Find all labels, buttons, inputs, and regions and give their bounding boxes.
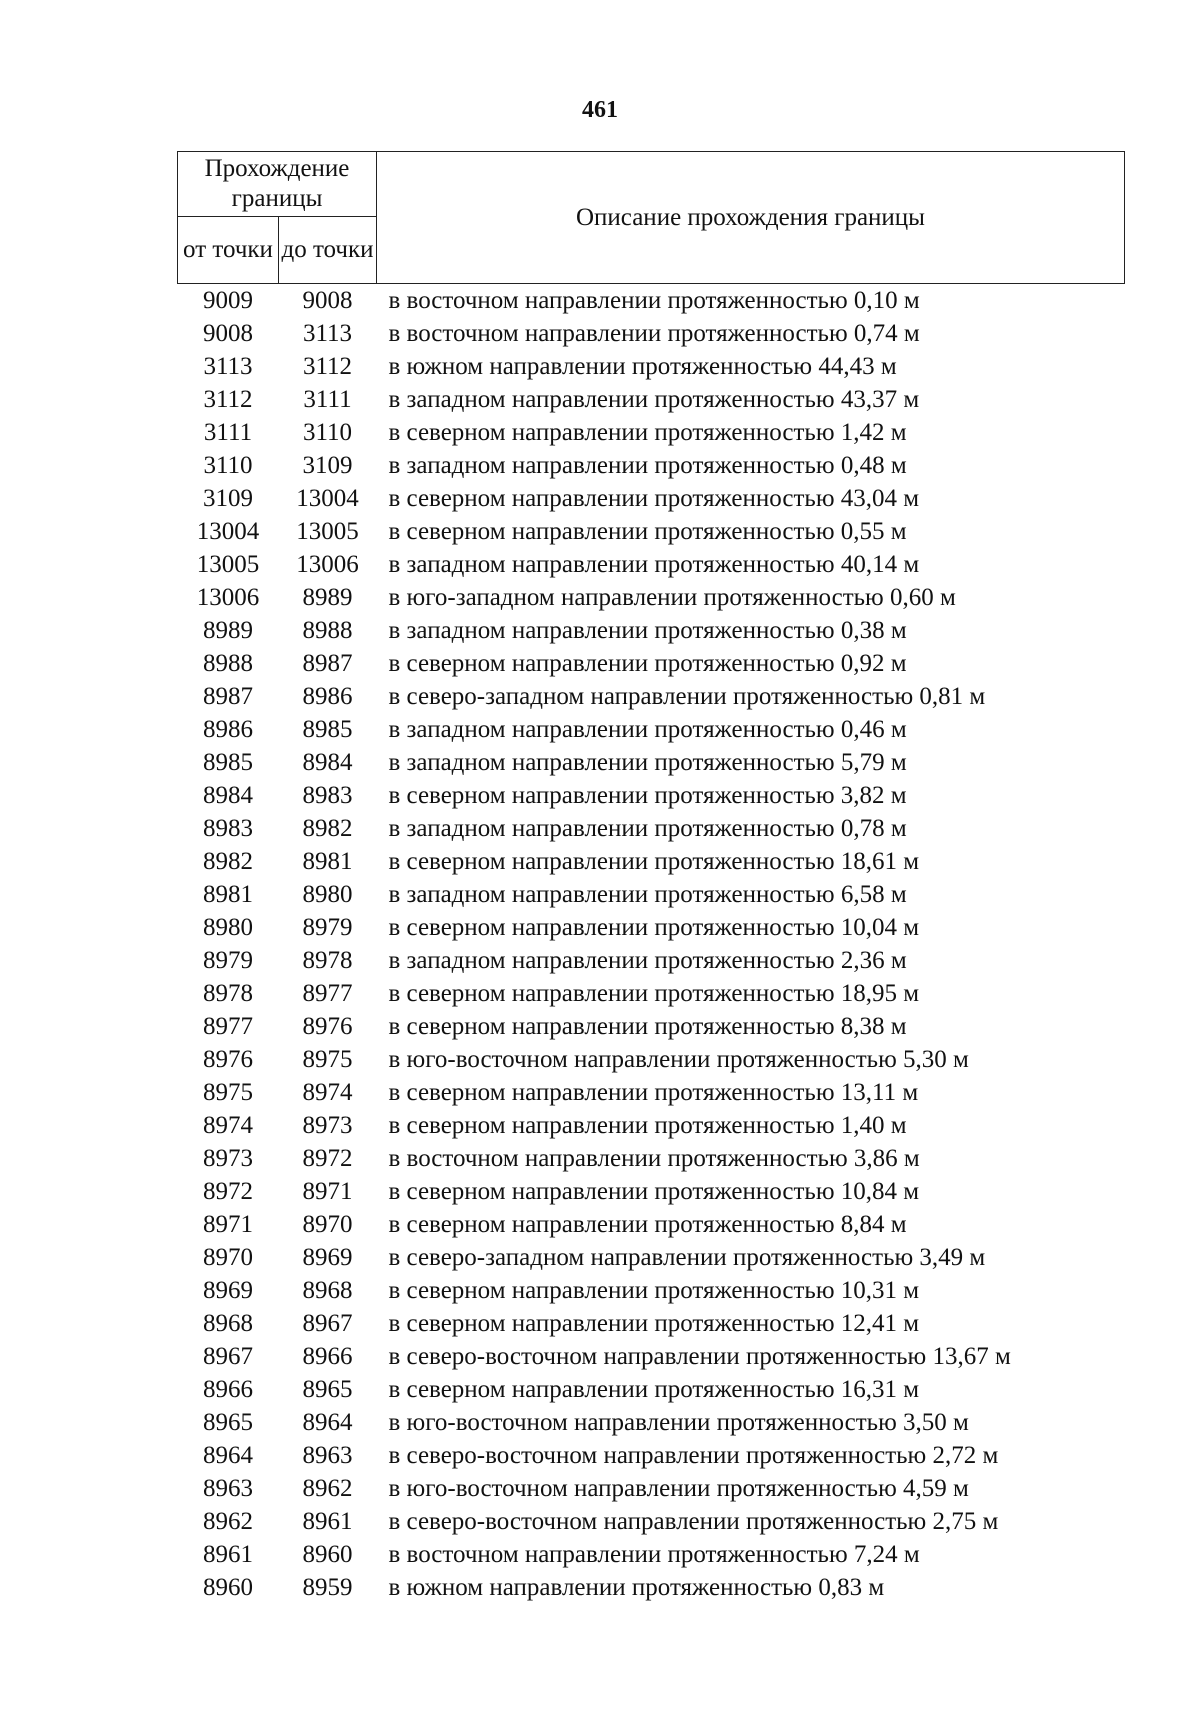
to-point-cell: 13004 bbox=[296, 485, 359, 512]
description-cell: в северном направлении протяженностью 0,92 м bbox=[388, 650, 907, 677]
description-cell: в западном направлении протяженностью 2,36 м bbox=[388, 947, 907, 974]
from-point-cell: 8965 bbox=[203, 1409, 253, 1436]
to-point-cell: 8968 bbox=[302, 1277, 353, 1304]
to-point-cell: 8989 bbox=[302, 584, 353, 611]
header-description: Описание прохождения границы bbox=[377, 152, 1125, 284]
from-point-cell: 13005 bbox=[196, 551, 260, 578]
to-point-cell: 13005 bbox=[296, 518, 359, 545]
boundary-table bbox=[177, 151, 1125, 1604]
description-cell: в северном направлении протяженностью 3,82 м bbox=[388, 782, 907, 809]
to-point-cell: 3112 bbox=[302, 353, 353, 380]
table-row bbox=[178, 350, 1125, 383]
from-point-cell: 8964 bbox=[203, 1442, 253, 1469]
to-point-cell: 8974 bbox=[302, 1079, 353, 1106]
table-row bbox=[178, 977, 1125, 1010]
description-cell: в северном направлении протяженностью 1,42 м bbox=[388, 419, 907, 446]
table-row bbox=[178, 746, 1125, 779]
from-point-cell: 8978 bbox=[203, 980, 253, 1007]
to-point-cell: 8961 bbox=[302, 1508, 353, 1535]
description-cell: в северном направлении протяженностью 10,31 м bbox=[388, 1277, 920, 1304]
description-cell: в северном направлении протяженностью 18,61 м bbox=[388, 848, 920, 875]
page-number: 461 bbox=[582, 97, 618, 123]
description-cell: в юго-восточном направлении протяженностью 3,50 м bbox=[388, 1409, 969, 1436]
description-cell: в юго-западном направлении протяженностью 0,60 м bbox=[388, 584, 956, 611]
to-point-cell: 8979 bbox=[302, 914, 353, 941]
table-row bbox=[178, 416, 1125, 449]
from-point-cell: 3109 bbox=[203, 485, 253, 512]
from-point-cell: 8967 bbox=[203, 1343, 253, 1370]
from-point-cell: 8980 bbox=[203, 914, 253, 941]
description-cell: в западном направлении протяженностью 5,79 м bbox=[388, 749, 907, 776]
header-from-point: от точки bbox=[178, 217, 279, 284]
to-point-cell: 8964 bbox=[302, 1409, 353, 1436]
from-point-cell: 8982 bbox=[203, 848, 253, 875]
table-row bbox=[178, 845, 1125, 878]
table-row bbox=[178, 383, 1125, 416]
table-row bbox=[178, 1043, 1125, 1076]
table-row bbox=[178, 713, 1125, 746]
table-row bbox=[178, 1307, 1125, 1340]
description-cell: в южном направлении протяженностью 44,43 м bbox=[388, 353, 897, 380]
from-point-cell: 8960 bbox=[203, 1574, 253, 1601]
table-row bbox=[178, 1571, 1125, 1604]
description-cell: в юго-восточном направлении протяженностью 5,30 м bbox=[388, 1046, 969, 1073]
to-point-cell: 8965 bbox=[302, 1376, 353, 1403]
from-point-cell: 8970 bbox=[203, 1244, 253, 1271]
table-row bbox=[178, 1175, 1125, 1208]
table-row bbox=[178, 1406, 1125, 1439]
table-row bbox=[178, 680, 1125, 713]
from-point-cell: 3111 bbox=[203, 419, 253, 446]
to-point-cell: 8959 bbox=[302, 1574, 353, 1601]
from-point-cell: 8969 bbox=[203, 1277, 253, 1304]
from-point-cell: 3110 bbox=[203, 452, 253, 479]
table-row bbox=[178, 1439, 1125, 1472]
description-cell: в восточном направлении протяженностью 0,74 м bbox=[388, 320, 920, 347]
table-row bbox=[178, 812, 1125, 845]
to-point-cell: 13006 bbox=[296, 551, 359, 578]
table-row bbox=[178, 1142, 1125, 1175]
table-row bbox=[178, 614, 1125, 647]
to-point-cell: 8983 bbox=[302, 782, 353, 809]
description-cell: в северо-восточном направлении протяженностью 13,67 м bbox=[388, 1343, 1011, 1370]
to-point-cell: 8972 bbox=[302, 1145, 353, 1172]
to-point-cell: 8971 bbox=[302, 1178, 353, 1205]
to-point-cell: 8975 bbox=[302, 1046, 353, 1073]
description-cell: в южном направлении протяженностью 0,83 м bbox=[388, 1574, 885, 1601]
table-row bbox=[178, 779, 1125, 812]
from-point-cell: 8987 bbox=[203, 683, 253, 710]
from-point-cell: 13004 bbox=[196, 518, 260, 545]
to-point-cell: 8966 bbox=[302, 1343, 353, 1370]
from-point-cell: 8968 bbox=[203, 1310, 253, 1337]
table-row bbox=[178, 548, 1125, 581]
from-point-cell: 8961 bbox=[203, 1541, 253, 1568]
from-point-cell: 8976 bbox=[203, 1046, 253, 1073]
to-point-cell: 8963 bbox=[302, 1442, 353, 1469]
table-row bbox=[178, 1076, 1125, 1109]
to-point-cell: 3109 bbox=[302, 452, 353, 479]
from-point-cell: 8966 bbox=[203, 1376, 253, 1403]
from-point-cell: 8979 bbox=[203, 947, 253, 974]
table-row bbox=[178, 449, 1125, 482]
from-point-cell: 8985 bbox=[203, 749, 253, 776]
description-cell: в северном направлении протяженностью 0,55 м bbox=[388, 518, 907, 545]
table-row bbox=[178, 1373, 1125, 1406]
description-cell: в северном направлении протяженностью 1,40 м bbox=[388, 1112, 907, 1139]
table-row bbox=[178, 1241, 1125, 1274]
description-cell: в северо-западном направлении протяженностью 0,81 м bbox=[388, 683, 986, 710]
description-cell: в северо-восточном направлении протяженностью 2,75 м bbox=[388, 1508, 999, 1535]
to-point-cell: 8981 bbox=[302, 848, 353, 875]
description-cell: в западном направлении протяженностью 43,37 м bbox=[388, 386, 920, 413]
description-cell: в западном направлении протяженностью 40,14 м bbox=[388, 551, 920, 578]
description-cell: в северном направлении протяженностью 10,84 м bbox=[388, 1178, 920, 1205]
description-cell: в северном направлении протяженностью 43,04 м bbox=[388, 485, 920, 512]
table-row bbox=[178, 284, 1125, 318]
to-point-cell: 8973 bbox=[302, 1112, 353, 1139]
to-point-cell: 8982 bbox=[302, 815, 353, 842]
header-to-point: до точки bbox=[279, 217, 377, 284]
to-point-cell: 8969 bbox=[302, 1244, 353, 1271]
to-point-cell: 8977 bbox=[302, 980, 353, 1007]
to-point-cell: 8967 bbox=[302, 1310, 353, 1337]
table-body bbox=[178, 284, 1125, 1605]
to-point-cell: 8962 bbox=[302, 1475, 353, 1502]
table-row bbox=[178, 878, 1125, 911]
from-point-cell: 8974 bbox=[203, 1112, 253, 1139]
from-point-cell: 8972 bbox=[203, 1178, 253, 1205]
description-cell: в западном направлении протяженностью 0,38 м bbox=[388, 617, 907, 644]
description-cell: в северном направлении протяженностью 13,11 м bbox=[388, 1079, 919, 1106]
table-row bbox=[178, 1538, 1125, 1571]
description-cell: в западном направлении протяженностью 0,48 м bbox=[388, 452, 907, 479]
description-cell: в северном направлении протяженностью 8,38 м bbox=[388, 1013, 907, 1040]
from-point-cell: 3112 bbox=[203, 386, 253, 413]
from-point-cell: 8984 bbox=[203, 782, 253, 809]
header-boundary-passage: Прохождение границы bbox=[178, 152, 377, 217]
description-cell: в западном направлении протяженностью 0,46 м bbox=[388, 716, 907, 743]
to-point-cell: 9008 bbox=[302, 287, 353, 314]
table-header bbox=[178, 152, 1125, 284]
description-cell: в восточном направлении протяженностью 0,10 м bbox=[388, 287, 920, 314]
table-row bbox=[178, 1472, 1125, 1505]
from-point-cell: 8975 bbox=[203, 1079, 253, 1106]
table-row bbox=[178, 944, 1125, 977]
to-point-cell: 3113 bbox=[302, 320, 353, 347]
from-point-cell: 8981 bbox=[203, 881, 253, 908]
description-cell: в северном направлении протяженностью 18,95 м bbox=[388, 980, 920, 1007]
description-cell: в западном направлении протяженностью 6,58 м bbox=[388, 881, 907, 908]
table-row bbox=[178, 1010, 1125, 1043]
to-point-cell: 8988 bbox=[302, 617, 353, 644]
from-point-cell: 13006 bbox=[196, 584, 260, 611]
from-point-cell: 8971 bbox=[203, 1211, 253, 1238]
from-point-cell: 8963 bbox=[203, 1475, 253, 1502]
to-point-cell: 3110 bbox=[302, 419, 353, 446]
table-row bbox=[178, 1208, 1125, 1241]
to-point-cell: 8970 bbox=[302, 1211, 353, 1238]
to-point-cell: 8980 bbox=[302, 881, 353, 908]
description-cell: в северном направлении протяженностью 8,84 м bbox=[388, 1211, 907, 1238]
description-cell: в восточном направлении протяженностью 7,24 м bbox=[388, 1541, 920, 1568]
to-point-cell: 8985 bbox=[302, 716, 353, 743]
from-point-cell: 8988 bbox=[203, 650, 253, 677]
description-cell: в северо-восточном направлении протяженностью 2,72 м bbox=[388, 1442, 999, 1469]
table-row bbox=[178, 482, 1125, 515]
from-point-cell: 9009 bbox=[203, 287, 253, 314]
table-row bbox=[178, 515, 1125, 548]
table-row bbox=[178, 647, 1125, 680]
from-point-cell: 3113 bbox=[203, 353, 253, 380]
to-point-cell: 3111 bbox=[303, 386, 352, 413]
table-row bbox=[178, 1274, 1125, 1307]
table-row bbox=[178, 1505, 1125, 1538]
table-row bbox=[178, 317, 1125, 350]
from-point-cell: 8962 bbox=[203, 1508, 253, 1535]
table-row bbox=[178, 581, 1125, 614]
table-row bbox=[178, 911, 1125, 944]
description-cell: в западном направлении протяженностью 0,78 м bbox=[388, 815, 907, 842]
from-point-cell: 8973 bbox=[203, 1145, 253, 1172]
table-row bbox=[178, 1109, 1125, 1142]
to-point-cell: 8987 bbox=[302, 650, 353, 677]
description-cell: в северном направлении протяженностью 10,04 м bbox=[388, 914, 920, 941]
from-point-cell: 8983 bbox=[203, 815, 253, 842]
from-point-cell: 9008 bbox=[203, 320, 253, 347]
from-point-cell: 8977 bbox=[203, 1013, 253, 1040]
description-cell: в восточном направлении протяженностью 3,86 м bbox=[388, 1145, 920, 1172]
description-cell: в северо-западном направлении протяженностью 3,49 м bbox=[388, 1244, 986, 1271]
description-cell: в северном направлении протяженностью 16,31 м bbox=[388, 1376, 920, 1403]
to-point-cell: 8960 bbox=[302, 1541, 353, 1568]
to-point-cell: 8978 bbox=[302, 947, 353, 974]
table-row bbox=[178, 1340, 1125, 1373]
to-point-cell: 8984 bbox=[302, 749, 353, 776]
from-point-cell: 8986 bbox=[203, 716, 253, 743]
to-point-cell: 8976 bbox=[302, 1013, 353, 1040]
to-point-cell: 8986 bbox=[302, 683, 353, 710]
description-cell: в северном направлении протяженностью 12,41 м bbox=[388, 1310, 920, 1337]
from-point-cell: 8989 bbox=[203, 617, 253, 644]
description-cell: в юго-восточном направлении протяженностью 4,59 м bbox=[388, 1475, 969, 1502]
